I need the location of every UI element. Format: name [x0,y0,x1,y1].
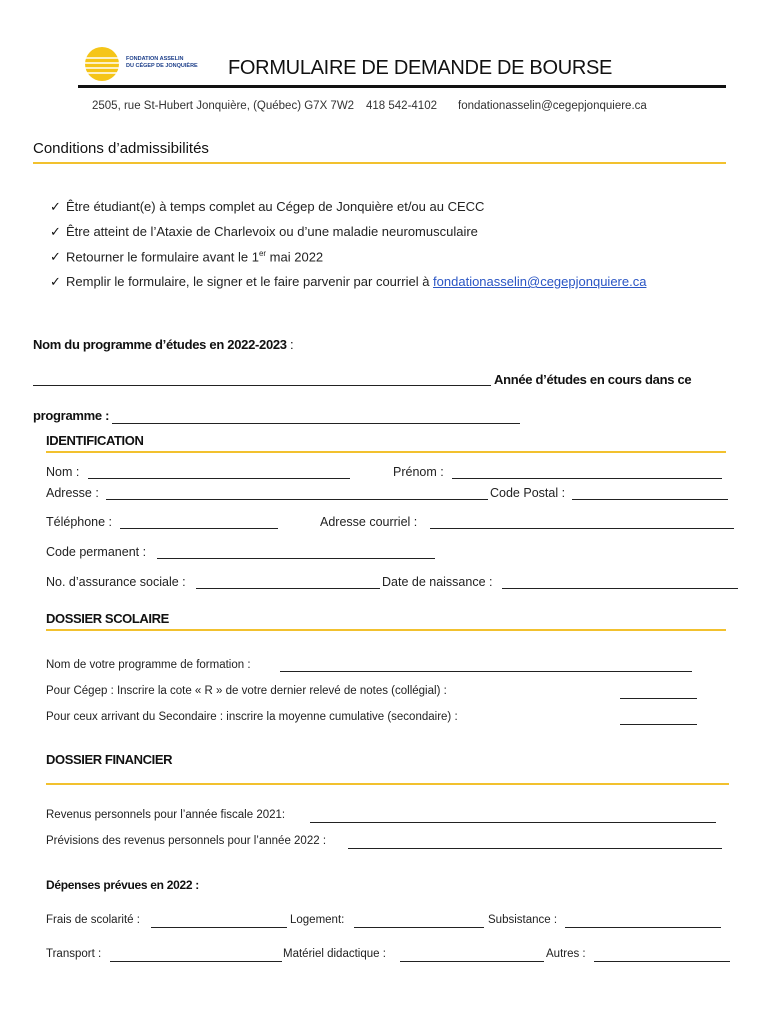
logement-field[interactable] [354,915,484,928]
year-label: Année d’études en cours dans ce [494,372,692,387]
logement-label: Logement: [290,914,345,926]
checkmark-icon: ✓ [50,199,61,214]
form-title: FORMULAIRE DE DEMANDE DE BOURSE [228,57,613,79]
email-link[interactable]: fondationasselin@cegepjonquiere.ca [433,274,647,289]
telephone-field[interactable] [120,516,278,529]
condition-item-3: ✓ Retourner le formulaire avant le 1er mai 2022 [50,249,324,265]
adresse-label: Adresse : [46,486,99,500]
header-rule [78,85,726,88]
checkmark-icon: ✓ [50,249,61,265]
identification-heading: IDENTIFICATION [46,433,144,448]
courriel-field[interactable] [430,516,734,529]
code-postal-field[interactable] [572,487,728,500]
code-permanent-label: Code permanent : [46,545,147,559]
programme-formation-label: Nom de votre programme de formation : [46,659,251,671]
financier-heading: DOSSIER FINANCIER [46,752,173,767]
frais-field[interactable] [151,915,287,928]
depenses-heading: Dépenses prévues en 2022 : [46,878,199,892]
logo-text-line2: DU CÉGEP DE JONQUIÈRE [126,63,198,69]
subsistance-label: Subsistance : [488,914,558,926]
programme-formation-field[interactable] [280,659,692,672]
autres-field[interactable] [594,949,730,962]
cote-r-field[interactable] [620,686,697,699]
scolaire-heading: DOSSIER SCOLAIRE [46,611,169,626]
scolaire-rule [46,629,726,631]
revenus-2021-field[interactable] [310,810,716,823]
fondation-logo [82,44,212,84]
frais-label: Frais de scolarité : [46,914,140,926]
nom-label: Nom : [46,465,80,479]
address: 2505, rue St-Hubert Jonquière, (Québec) G7X 7W2 [92,100,355,112]
subsistance-field[interactable] [565,915,721,928]
moyenne-field[interactable] [620,712,697,725]
autres-label: Autres : [546,948,586,960]
transport-field[interactable] [110,949,282,962]
programme-name-field[interactable] [33,372,491,386]
nom-field[interactable] [88,466,350,479]
nas-label: No. d’assurance sociale : [46,575,186,589]
revenus-2021-label: Revenus personnels pour l’année fiscale 2021: [46,809,286,821]
courriel-label: Adresse courriel : [320,515,418,529]
previsions-2022-label: Prévisions des revenus personnels pour l’année 2022 : [46,835,327,847]
email: fondationasselin@cegepjonquiere.ca [458,100,647,112]
code-postal-label: Code Postal : [490,486,566,500]
conditions-rule [33,162,726,164]
nas-field[interactable] [196,576,380,589]
conditions-heading: Conditions d’admissibilités [33,140,209,157]
checkmark-icon: ✓ [50,224,61,239]
materiel-label: Matériel didactique : [283,948,386,960]
adresse-field[interactable] [106,487,488,500]
financier-rule [46,783,729,785]
cote-r-label: Pour Cégep : Inscrire la cote « R » de votre dernier relevé de notes (collégial) : [46,685,447,697]
identification-rule [46,451,726,453]
checkmark-icon: ✓ [50,274,61,289]
telephone-label: Téléphone : [46,515,113,529]
prenom-field[interactable] [452,466,722,479]
prenom-label: Prénom : [393,465,444,479]
date-naissance-label: Date de naissance : [382,575,493,589]
transport-label: Transport : [46,948,102,960]
logo-text-line1: FONDATION ASSELIN [126,56,184,62]
year-label-cont: programme : [33,408,110,423]
code-permanent-field[interactable] [157,546,435,559]
date-naissance-field[interactable] [502,576,738,589]
condition-item-2: ✓ Être atteint de l’Ataxie de Charlevoix ou d’une maladie neuromusculaire [50,224,478,239]
condition-item-1: ✓ Être étudiant(e) à temps complet au Cégep de Jonquière et/ou au CECC [50,199,485,214]
materiel-field[interactable] [400,949,544,962]
condition-item-4: ✓ Remplir le formulaire, le signer et le faire parvenir par courriel à fondationasselin@cegepjonquiere.ca [50,274,647,289]
year-field[interactable] [112,410,520,424]
phone: 418 542-4102 [366,100,437,112]
programme-question: Nom du programme d’études en 2022-2023 : [33,337,294,352]
moyenne-label: Pour ceux arrivant du Secondaire : inscrire la moyenne cumulative (secondaire) : [46,711,458,723]
previsions-2022-field[interactable] [348,836,722,849]
